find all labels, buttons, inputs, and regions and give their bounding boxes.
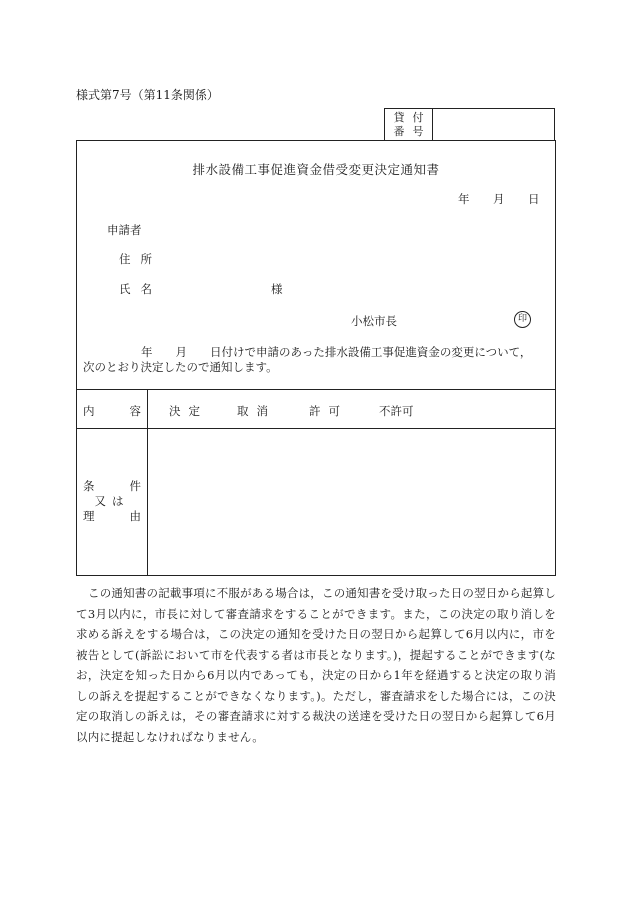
address-label: 住所 [119,252,162,266]
table-divider-middle [77,428,555,429]
condition-label-2: 又は [94,494,130,508]
loan-number-value[interactable] [433,109,554,140]
content-label-b: 容 [129,404,141,418]
document-title: 排水設備工事促進資金借受変更決定通知書 [192,162,440,177]
option-permit[interactable]: 許可 [309,404,348,418]
notice-form-frame [76,140,556,576]
table-divider-top [77,389,555,390]
seal-icon: 印 [514,311,531,328]
condition-label-3b: 由 [129,509,141,523]
loan-number-label-bottom: 番号 [393,124,432,138]
condition-label-1b: 件 [129,479,141,493]
issuer-title: 小松市長 [351,314,397,328]
condition-label-3a: 理 [83,509,95,523]
appeal-notice: この通知書の記載事項に不服がある場合は，この通知書を受け取った日の翌日から起算して3月以内に，市長に対して審査請求をすることができます。また，この決定の取り消しを求める訴えをする場合は，この決定の通知を受けた日の翌日から起算して6月以内に，市を被告として(訴訟において市を代表する者は市長となります。)，提起することができます(なお，決定を知った日から6月以内であっても，決定の日から1年を経過すると決定の取り消しの訴えを提起することができなくなります。)。ただし，審査請求をした場合には，この決定の取消しの訴えは，その審査請求に対する裁決の送達を受けた日の翌日から起算して6月以内に提起しなければなりません。 [76,586,556,744]
date-year-label: 年 [458,192,470,206]
body-text-line-2: 次のとおり決定したので通知します。 [83,360,278,374]
date-month-label: 月 [493,192,505,206]
content-label [83,403,141,419]
loan-number-label-top: 貸付 [393,110,432,124]
option-cancel[interactable]: 取消 [237,404,276,418]
applicant-heading: 申請者 [107,223,142,237]
loan-number-box [384,108,555,140]
condition-label-1a: 条 [83,479,95,493]
content-label-a: 内 [83,404,95,418]
name-label: 氏名 [119,282,162,296]
loan-number-label [385,109,433,140]
date-day-label: 日 [528,192,540,206]
form-number: 様式第7号（第11条関係） [76,88,219,102]
table-column-divider [147,389,148,575]
option-deny[interactable]: 不許可 [379,404,414,418]
body-text-line-1: 年 月 日付けで申請のあった排水設備工事促進資金の変更について， [141,345,532,359]
option-decision[interactable]: 決定 [169,404,208,418]
condition-reason-label [83,479,141,524]
honorific-label: 様 [271,282,283,296]
